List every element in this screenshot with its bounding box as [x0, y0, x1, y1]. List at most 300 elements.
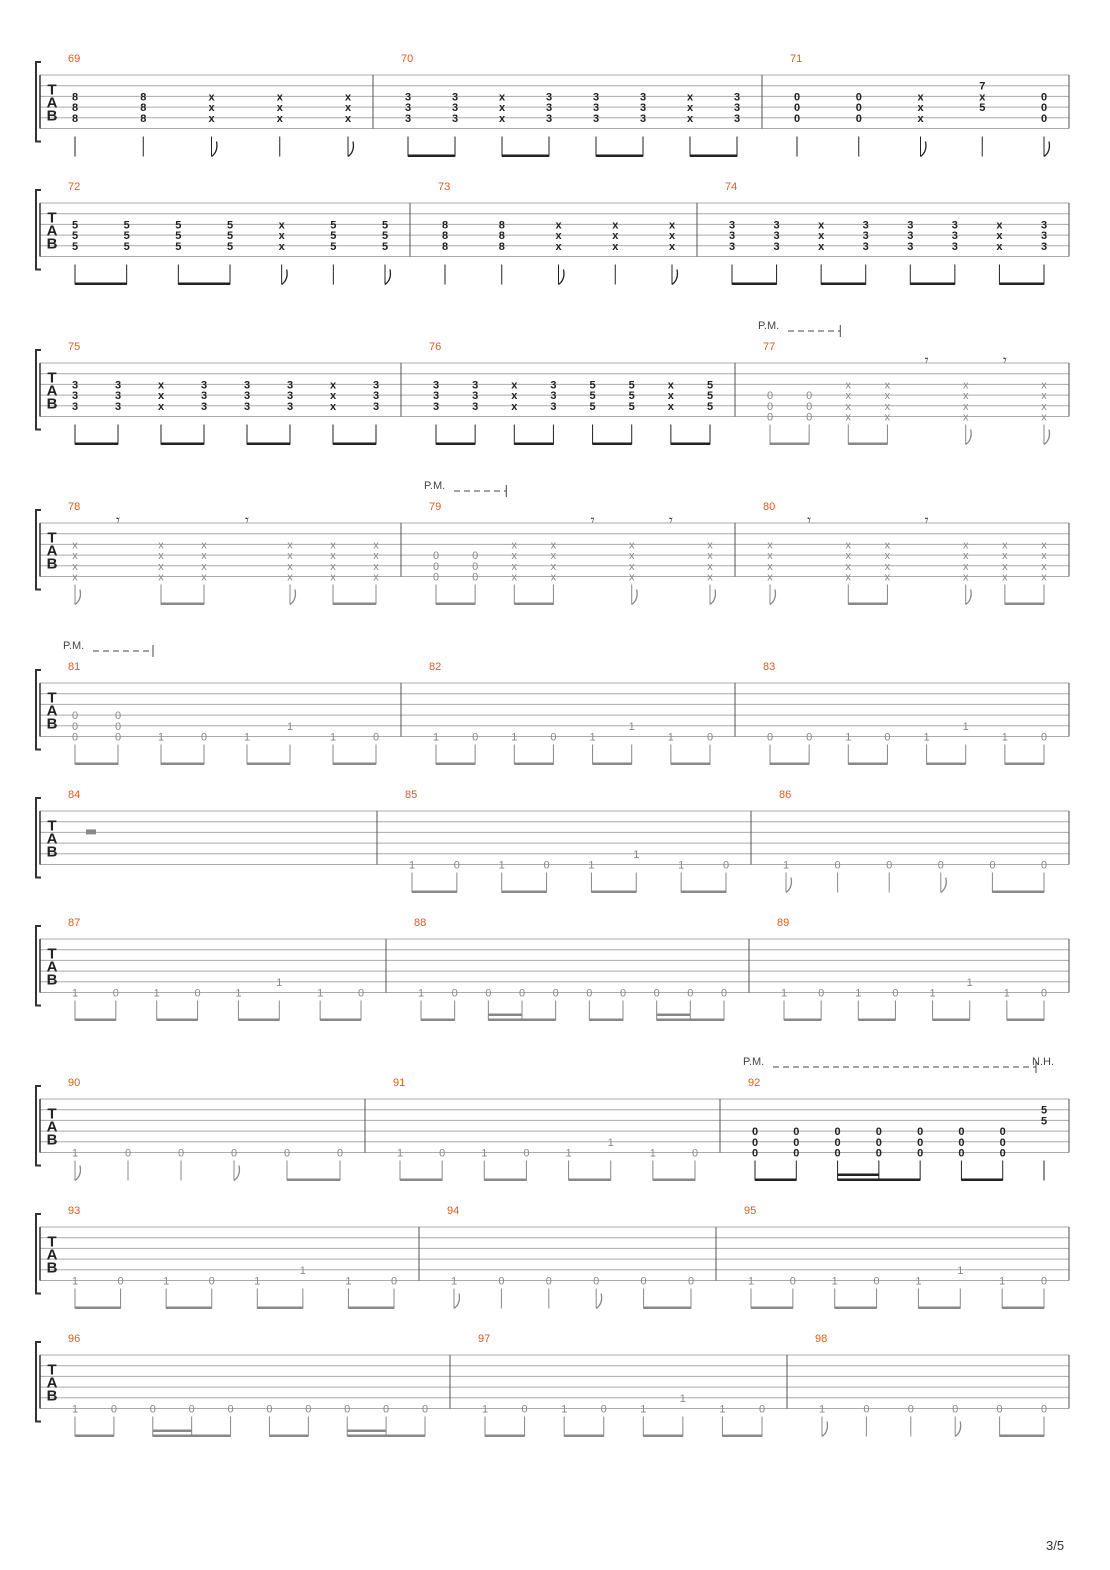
fret-number: 8 — [71, 112, 79, 125]
beam — [408, 155, 455, 158]
beam — [436, 603, 475, 606]
fret-number: 1 — [719, 1403, 726, 1416]
fret-number: 0 — [472, 571, 479, 584]
fret-number: x — [550, 560, 557, 573]
fret-number: 0 — [653, 987, 660, 1000]
fret-number: 3 — [286, 400, 294, 413]
measure-number: 74 — [725, 181, 738, 193]
fret-number: x — [818, 230, 825, 243]
fret-number: 1 — [589, 731, 596, 744]
beam — [75, 283, 127, 286]
fret-number: 0 — [999, 1126, 1006, 1139]
beam — [848, 443, 887, 446]
measure-number: 96 — [68, 1333, 81, 1345]
fret-number: 0 — [789, 1275, 796, 1288]
fret-number: 1 — [923, 731, 930, 744]
fret-number: x — [498, 112, 506, 125]
tab-system — [36, 320, 1069, 445]
tab-clef-letter: B — [46, 971, 58, 989]
fret-number: 1 — [679, 1392, 686, 1405]
fret-number: 0 — [687, 987, 694, 1000]
fret-number: 1 — [780, 987, 788, 1000]
fret-number: 0 — [875, 1126, 882, 1139]
tab-clef-letter: A — [46, 222, 58, 240]
fret-number: 0 — [806, 411, 813, 424]
measure-number: 85 — [405, 789, 418, 801]
fret-number: x — [686, 91, 694, 104]
measure-number: 69 — [68, 53, 81, 65]
fret-number: 0 — [917, 1126, 924, 1139]
fret-number: 0 — [453, 859, 460, 872]
fret-number: 1 — [329, 731, 337, 744]
measure-number: 89 — [777, 917, 790, 929]
fret-number: 3 — [773, 240, 780, 253]
measure — [447, 1205, 694, 1309]
fret-number: x — [72, 571, 78, 584]
fret-number: 3 — [200, 379, 208, 392]
measure-number: 91 — [393, 1077, 406, 1089]
measure — [68, 1077, 343, 1181]
fret-number: 8 — [441, 219, 449, 232]
fret-number: 1 — [417, 987, 425, 1000]
fret-number: x — [276, 91, 283, 104]
fret-number: x — [707, 571, 713, 584]
beam — [75, 1019, 116, 1022]
beam — [257, 1307, 303, 1310]
fret-number: x — [498, 91, 506, 104]
fret-number: 1 — [855, 987, 862, 1000]
fret-number: x — [707, 539, 713, 552]
fret-number: x — [612, 219, 619, 232]
measure — [763, 341, 1049, 445]
beam — [593, 443, 632, 446]
fret-number: 0 — [758, 1403, 766, 1416]
fret-number: 0 — [336, 1147, 344, 1160]
fret-number: x — [72, 539, 78, 552]
tab-clef-letter: T — [47, 529, 57, 547]
beam — [287, 1179, 340, 1182]
fret-number: x — [208, 102, 215, 115]
fret-number: 0 — [952, 1403, 959, 1416]
fret-number: x — [498, 102, 506, 115]
technique-label: P.M. — [424, 480, 446, 492]
fret-number: 0 — [110, 1403, 117, 1416]
fret-number: 5 — [628, 390, 635, 403]
fret-number: x — [555, 240, 562, 253]
fret-number: 0 — [806, 731, 813, 744]
fret-number: 0 — [958, 1126, 965, 1139]
tab-system — [36, 1333, 1069, 1437]
tab-system — [36, 917, 1069, 1021]
fret-number: 3 — [545, 112, 553, 125]
fret-number: 5 — [628, 379, 635, 392]
eighth-flag — [921, 142, 926, 157]
fret-number: x — [962, 571, 969, 584]
fret-number: 0 — [855, 102, 862, 115]
fret-number: 0 — [751, 1147, 759, 1160]
fret-number: x — [884, 539, 891, 552]
fret-number: x — [884, 560, 891, 573]
fret-number: 1 — [299, 1264, 306, 1277]
fret-number: 0 — [593, 1275, 600, 1288]
fret-number: x — [845, 411, 852, 424]
beam — [347, 1435, 425, 1438]
fret-number: x — [767, 560, 773, 573]
fret-number: 3 — [200, 400, 208, 413]
eighth-rest: 𝄾 — [924, 512, 929, 529]
beam — [1002, 1307, 1044, 1310]
fret-number: 1 — [1001, 731, 1008, 744]
fret-number: 1 — [957, 1264, 964, 1277]
fret-number: 0 — [451, 987, 458, 1000]
fret-number: 1 — [498, 859, 505, 872]
fret-number: 5 — [226, 230, 234, 243]
fret-number: x — [667, 400, 674, 413]
fret-number: 3 — [472, 379, 479, 392]
measure-number: 93 — [68, 1205, 81, 1217]
fret-number: 5 — [381, 230, 389, 243]
fret-number: 5 — [71, 219, 79, 232]
measure — [438, 181, 677, 285]
fret-number: 3 — [907, 219, 914, 232]
fret-number: x — [344, 112, 352, 125]
fret-number: 3 — [372, 400, 380, 413]
fret-number: 1 — [157, 731, 165, 744]
fret-number: 0 — [863, 1403, 870, 1416]
measure-number: 78 — [68, 501, 81, 513]
fret-number: 0 — [518, 987, 526, 1000]
fret-number: 8 — [498, 219, 505, 232]
beam — [1000, 1435, 1044, 1438]
tab-clef-letter: B — [46, 715, 58, 733]
fret-number: 0 — [892, 987, 899, 1000]
beam — [858, 1019, 895, 1022]
eighth-rest: 𝄾 — [116, 512, 120, 529]
fret-number: 3 — [114, 390, 122, 403]
fret-number: x — [845, 539, 852, 552]
fret-number: 0 — [999, 1136, 1006, 1149]
fret-number: x — [287, 560, 293, 573]
measure — [68, 181, 390, 285]
fret-number: x — [884, 571, 891, 584]
eighth-flag — [966, 430, 971, 445]
eighth-rest: 𝄾 — [807, 512, 812, 529]
fret-number: 8 — [441, 230, 449, 243]
beam — [484, 1179, 526, 1182]
fret-number: 0 — [917, 1147, 924, 1160]
sixteenth-beam — [657, 1014, 691, 1017]
measure — [405, 789, 729, 893]
fret-number: 3 — [728, 230, 736, 243]
fret-number: 1 — [561, 1403, 568, 1416]
fret-number: 1 — [163, 1275, 170, 1288]
measure-number: 86 — [779, 789, 792, 801]
beam — [333, 763, 376, 766]
beam — [421, 1019, 455, 1022]
fret-number: 0 — [989, 859, 996, 872]
fret-number: 0 — [706, 731, 714, 744]
fret-number: 1 — [929, 987, 936, 1000]
fret-number: 0 — [586, 987, 593, 1000]
fret-number: 0 — [1040, 731, 1048, 744]
fret-number: x — [287, 550, 293, 563]
fret-number: x — [1041, 539, 1047, 552]
fret-number: 0 — [372, 731, 380, 744]
fret-number: 0 — [687, 1275, 695, 1288]
fret-number: 8 — [498, 240, 505, 253]
fret-number: 0 — [793, 1126, 800, 1139]
fret-number: x — [884, 550, 891, 563]
fret-number: 5 — [1040, 1104, 1048, 1117]
fret-number: 3 — [404, 91, 412, 104]
fret-number: 0 — [958, 1136, 965, 1149]
fret-number: 0 — [521, 1403, 528, 1416]
fret-number: x — [1002, 571, 1008, 584]
fret-number: 5 — [175, 219, 182, 232]
beam — [589, 1019, 623, 1022]
fret-number: 0 — [1040, 91, 1048, 104]
fret-number: 3 — [545, 102, 553, 115]
measure — [790, 53, 1049, 157]
beam — [657, 1019, 724, 1022]
tab-clef-letter: B — [46, 235, 58, 253]
fret-number: 0 — [439, 1147, 446, 1160]
fret-number: 0 — [793, 102, 801, 115]
fret-number: 0 — [834, 859, 841, 872]
fret-number: 1 — [667, 731, 674, 744]
fret-number: 1 — [153, 987, 160, 1000]
fret-number: 3 — [639, 112, 647, 125]
fret-number: 0 — [855, 91, 862, 104]
beam — [927, 763, 966, 766]
fret-number: 1 — [71, 1275, 79, 1288]
tab-clef-letter: B — [46, 107, 58, 125]
fret-number: 3 — [545, 91, 553, 104]
fret-number: x — [201, 560, 207, 573]
fret-number: 3 — [951, 240, 958, 253]
fret-number: x — [329, 400, 337, 413]
fret-number: x — [208, 112, 215, 125]
beam — [770, 763, 809, 766]
tab-system — [36, 53, 1069, 157]
fret-number: 3 — [71, 400, 79, 413]
fret-number: 5 — [381, 219, 389, 232]
fret-number: x — [767, 550, 773, 563]
fret-number: x — [612, 240, 619, 253]
fret-number: 0 — [230, 1147, 238, 1160]
fret-number: 3 — [550, 400, 557, 413]
eighth-rest: 𝄾 — [1002, 352, 1007, 369]
beam — [75, 1435, 114, 1438]
fret-number: 3 — [372, 390, 380, 403]
fret-number: x — [686, 102, 694, 115]
fret-number: x — [628, 550, 635, 563]
eighth-flag — [941, 878, 946, 893]
fret-number: x — [1002, 539, 1008, 552]
fret-number: 0 — [793, 91, 801, 104]
fret-number: x — [707, 550, 713, 563]
fret-number: x — [845, 571, 852, 584]
fret-number: x — [329, 379, 337, 392]
fret-number: 5 — [71, 230, 79, 243]
fret-number: 5 — [123, 230, 130, 243]
beam — [653, 1179, 695, 1182]
measure-number: 98 — [815, 1333, 828, 1345]
measure-number: 80 — [763, 501, 776, 513]
beam — [591, 891, 636, 894]
measure — [68, 789, 96, 834]
beam — [1007, 1019, 1044, 1022]
fret-number: 0 — [720, 987, 728, 1000]
fret-number: 0 — [117, 1275, 124, 1288]
beam — [436, 443, 475, 446]
beam — [161, 763, 204, 766]
measure — [68, 341, 379, 445]
tab-clef-letter: A — [46, 1374, 58, 1392]
beam — [1005, 763, 1044, 766]
fret-number: x — [1041, 379, 1047, 392]
sixteenth-beam — [838, 1174, 879, 1177]
fret-number: 0 — [188, 1403, 195, 1416]
fret-number: x — [996, 230, 1003, 243]
fret-number: x — [276, 102, 283, 115]
beam — [400, 1179, 442, 1182]
fret-number: 3 — [451, 91, 459, 104]
tab-clef-letter: T — [47, 1105, 57, 1123]
fret-number: x — [278, 230, 285, 243]
fret-number: x — [884, 400, 891, 413]
beam — [247, 443, 290, 446]
fret-number: 3 — [71, 390, 79, 403]
fret-number: 5 — [175, 230, 182, 243]
fret-number: x — [330, 571, 336, 584]
fret-number: 0 — [543, 859, 550, 872]
tab-clef-letter: B — [46, 1131, 58, 1149]
page-number: 3/5 — [1046, 1538, 1065, 1553]
fret-number: x — [962, 560, 969, 573]
fret-number: 1 — [640, 1403, 647, 1416]
fret-number: x — [511, 400, 518, 413]
fret-number: x — [612, 230, 619, 243]
fret-number: 5 — [330, 219, 337, 232]
fret-number: 3 — [773, 219, 780, 232]
fret-number: x — [668, 219, 676, 232]
eighth-flag — [966, 590, 971, 605]
fret-number: 1 — [345, 1275, 352, 1288]
fret-number: 0 — [818, 987, 825, 1000]
measure-number: 70 — [401, 53, 414, 65]
eighth-flag — [710, 590, 715, 605]
measure — [478, 1333, 765, 1437]
tab-clef-letter: A — [46, 702, 58, 720]
beam — [569, 1179, 611, 1182]
eighth-flag — [282, 270, 287, 285]
fret-number: x — [962, 390, 969, 403]
fret-number: x — [962, 539, 969, 552]
fret-number: 0 — [485, 987, 492, 1000]
fret-number: 0 — [793, 1147, 800, 1160]
fret-number: 0 — [996, 1403, 1003, 1416]
beam — [961, 1179, 1002, 1182]
beam — [821, 283, 866, 286]
fret-number: x — [884, 390, 891, 403]
tab-clef-letter: B — [46, 1387, 58, 1405]
fret-number: 3 — [733, 112, 741, 125]
fret-number: 3 — [372, 379, 380, 392]
fret-number: x — [628, 571, 635, 584]
fret-number: 1 — [481, 1147, 488, 1160]
fret-number: x — [287, 539, 293, 552]
fret-number: x — [550, 550, 557, 563]
playing-technique-annotation — [1032, 1056, 1054, 1068]
fret-number: x — [996, 240, 1003, 253]
measure-number: 81 — [68, 661, 81, 673]
fret-number: 5 — [706, 400, 714, 413]
beam — [999, 283, 1044, 286]
fret-number: 5 — [71, 240, 79, 253]
measure-number: 84 — [68, 789, 81, 801]
fret-number: x — [845, 379, 852, 392]
fret-number: 1 — [254, 1275, 261, 1288]
eighth-rest: 𝄾 — [245, 512, 249, 529]
fret-number: 0 — [545, 1275, 552, 1288]
fret-number: 1 — [845, 731, 852, 744]
tab-clef-letter: T — [47, 945, 57, 963]
fret-number: 1 — [831, 1275, 838, 1288]
beam — [722, 1435, 762, 1438]
beam — [732, 283, 777, 286]
fret-number: 0 — [124, 1147, 132, 1160]
beam — [593, 763, 632, 766]
fret-number: 0 — [114, 720, 122, 733]
fret-number: 0 — [691, 1147, 699, 1160]
fret-number: x — [511, 379, 518, 392]
tab-clef-letter: B — [46, 1259, 58, 1277]
fret-number: x — [201, 571, 207, 584]
measure — [779, 789, 1047, 893]
fret-number: x — [511, 571, 518, 584]
fret-number: 5 — [175, 240, 182, 253]
fret-number: x — [278, 219, 285, 232]
beam — [838, 1179, 921, 1182]
measure-number: 77 — [763, 341, 776, 353]
tab-clef-letter: A — [46, 382, 58, 400]
beam — [671, 443, 710, 446]
beam — [75, 443, 118, 446]
beam — [690, 155, 737, 158]
fret-number: x — [996, 219, 1003, 232]
fret-number: 8 — [140, 102, 147, 115]
fret-number: 0 — [498, 1275, 505, 1288]
eighth-flag — [1044, 142, 1049, 157]
fret-number: 1 — [243, 731, 251, 744]
fret-number: x — [157, 400, 165, 413]
fret-number: x — [511, 550, 518, 563]
beam — [502, 155, 549, 158]
tab-clef-letter: A — [46, 1246, 58, 1264]
fret-number: x — [818, 219, 825, 232]
tab-clef-letter: A — [46, 1118, 58, 1136]
fret-number: 3 — [1040, 240, 1048, 253]
fret-number: 0 — [114, 710, 122, 723]
fret-number: 1 — [966, 976, 973, 989]
measure — [68, 501, 379, 605]
measure — [777, 917, 1047, 1021]
fret-number: 0 — [886, 859, 893, 872]
tab-clef-letter: T — [47, 369, 57, 387]
eighth-flag — [234, 1166, 239, 1181]
tab-clef-letter: A — [46, 94, 58, 112]
